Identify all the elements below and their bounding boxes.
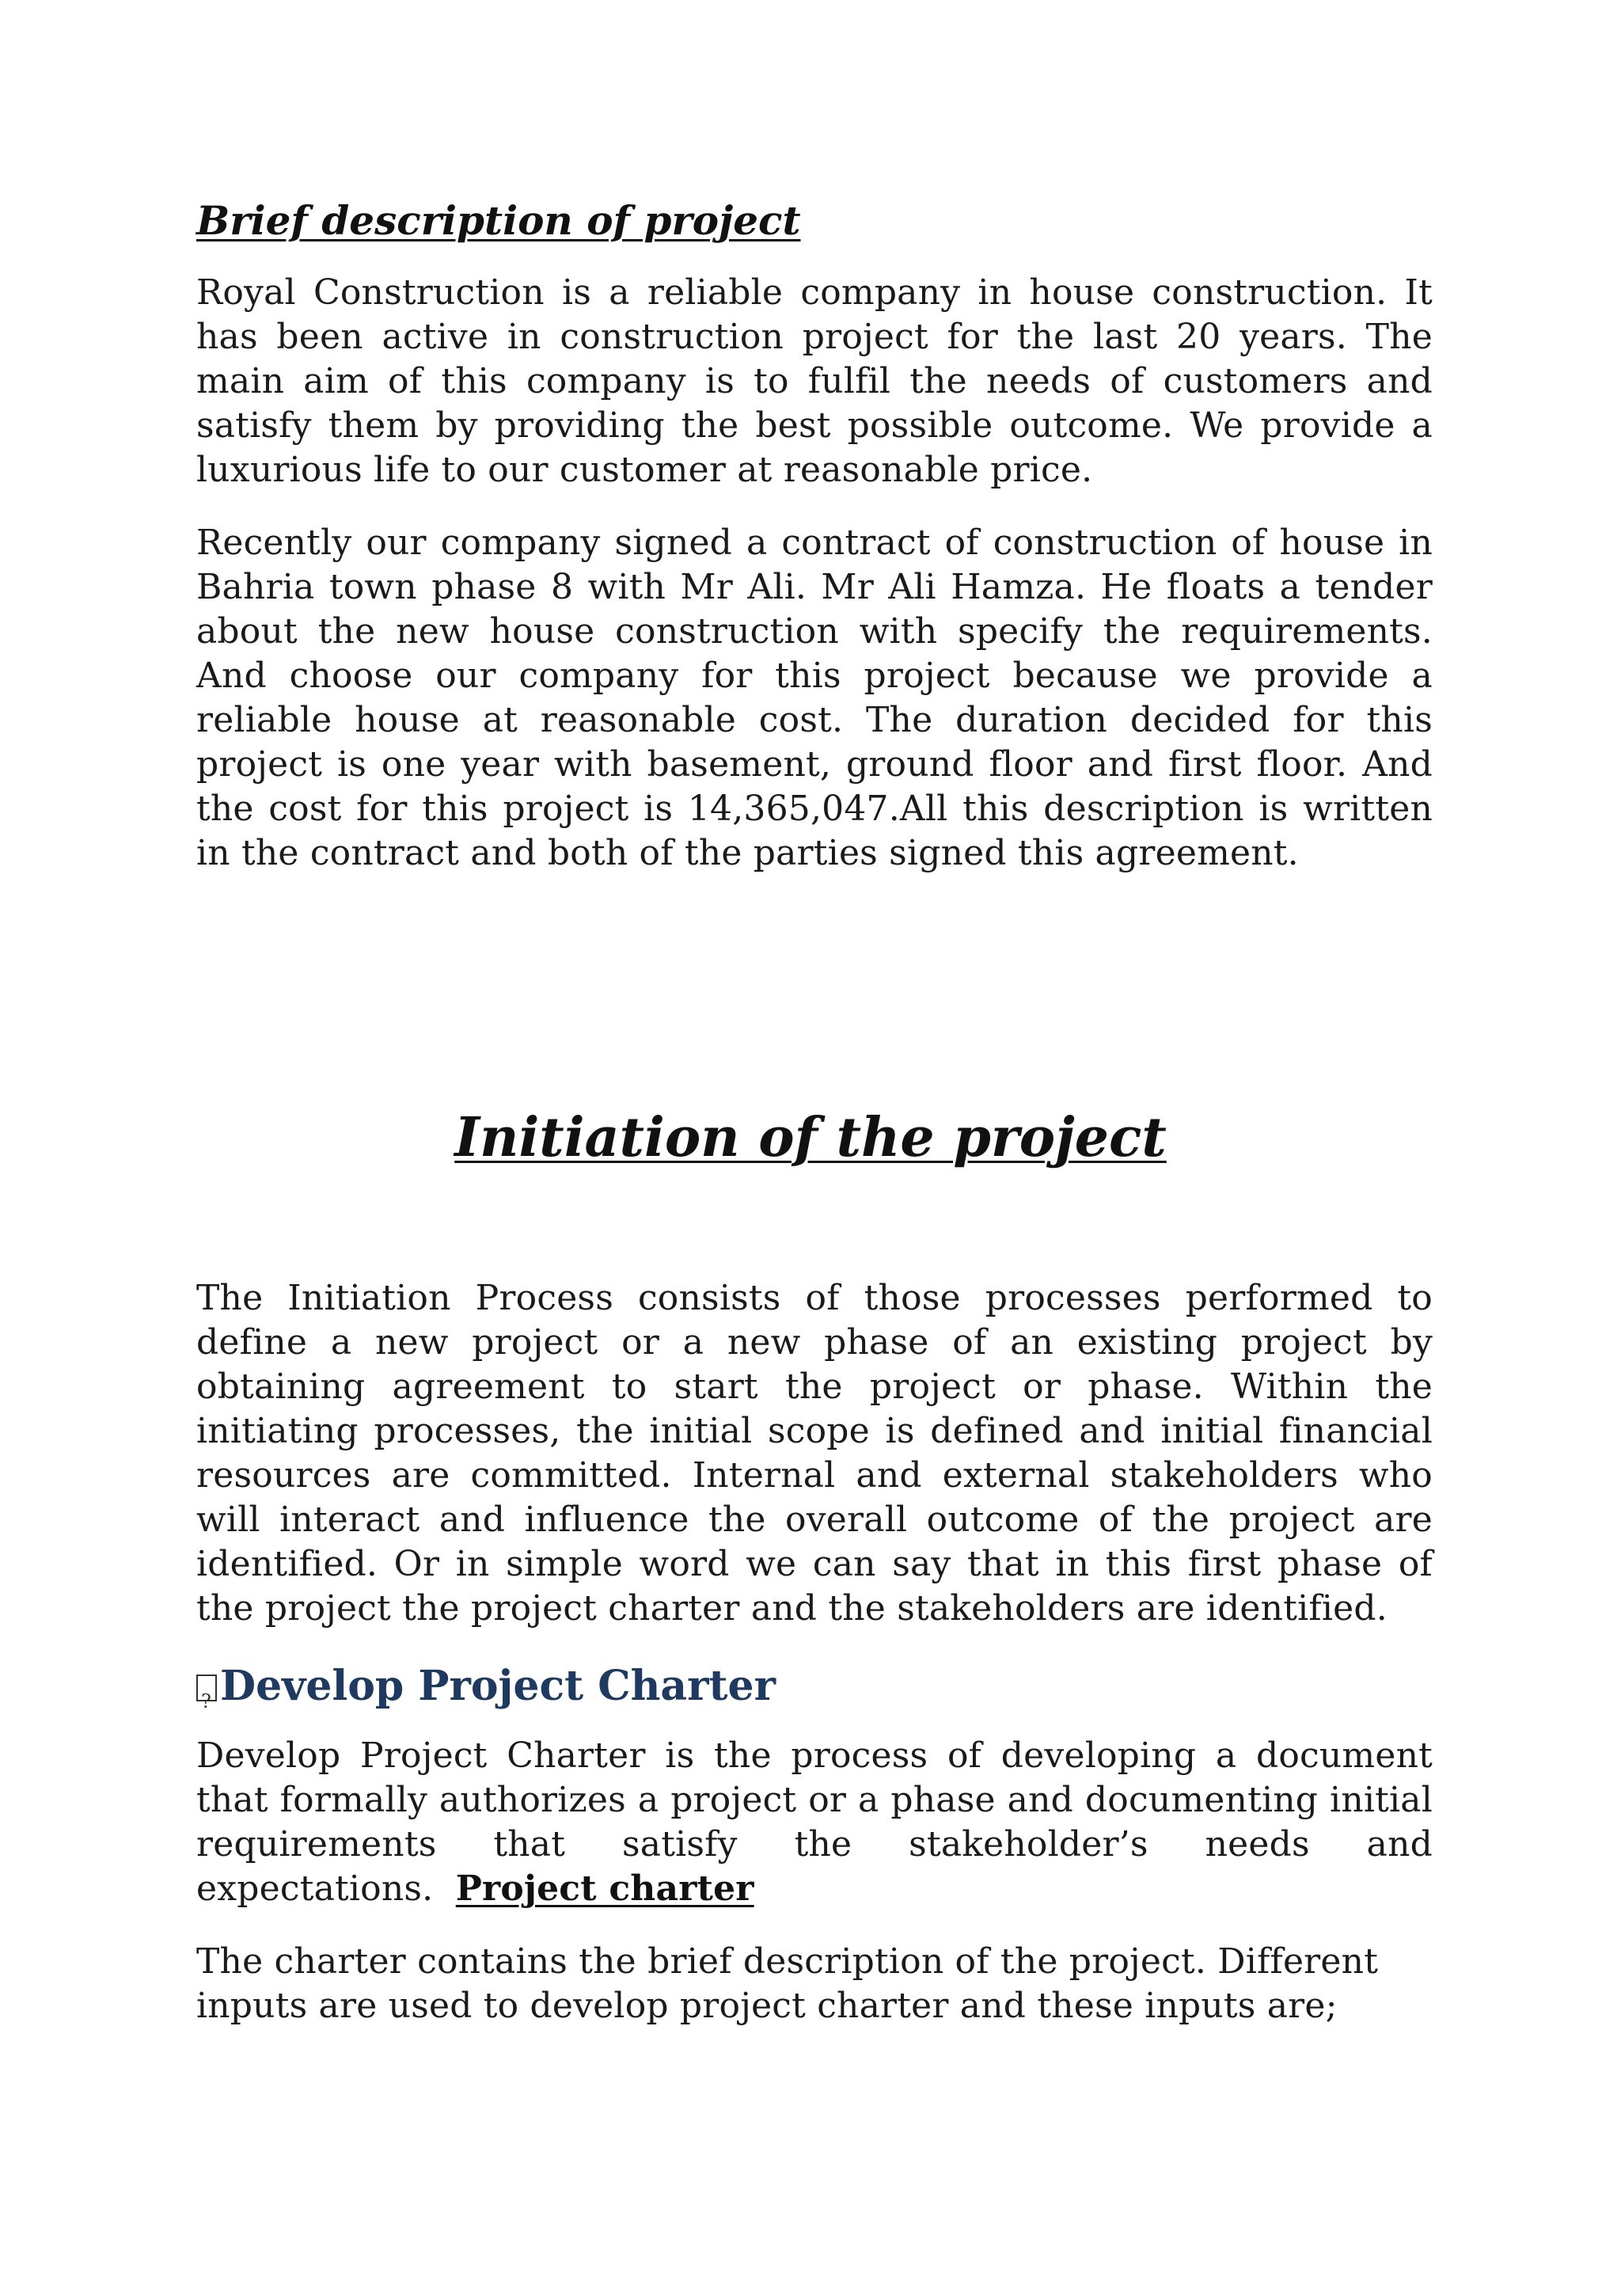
initiation-heading: Initiation of the project — [454, 1106, 1167, 1169]
contract-description-paragraph: Recently our company signed a contract of construction of house in Bahria town phase 8 with Mr Ali. Mr Ali Hamza. He floats a tender about the new house construction with specify the requirements. And choose our company for this project because we provide a reliable house at reasonable cost. The duration decided for this project is one year with basement, ground floor and first floor. And the cost for this project is 14,365,047.All this description is written in the contract and both of the parties signed this agreement. — [196, 523, 1433, 873]
charter-definition-text: Develop Project Charter is the process of developing a document that formally authorizes a project or a phase and documenting initial requirements that satisfy the stakeholder’s needs and expectations. — [196, 1735, 1433, 1909]
initiation-paragraph: The Initiation Process consists of those processes performed to define a new project or a new phase of an existing project by obtaining agreement to start the project or phase. Within the initiating processes, the initial scope is defined and initial financial resources are committed. Internal and external stakeholders who will interact and influence the overall outcome of the project are identified. Or in simple word we can say that in this first phase of the project the project charter and the stakeholders are identified. — [196, 1278, 1433, 1629]
project-charter-subheading: Project charter — [455, 1868, 754, 1909]
missing-glyph-icon — [196, 1674, 217, 1701]
develop-project-charter-label: Develop Project Charter — [220, 1662, 776, 1710]
charter-inputs-paragraph: The charter contains the brief description of the project. Different inputs are used to develop project charter and these inputs are; — [196, 1941, 1379, 2026]
company-description-paragraph: Royal Construction is a reliable company in house construction. It has been active in construction project for the last 20 years. The main aim of this company is to fulfil the needs of customers and satisfy them by providing the best possible outcome. We provide a luxurious life to our customer at reasonable price. — [196, 272, 1433, 490]
brief-description-heading: Brief description of project — [196, 197, 801, 244]
develop-project-charter-heading — [196, 1658, 1433, 1715]
charter-definition-paragraph — [196, 1734, 1433, 1911]
